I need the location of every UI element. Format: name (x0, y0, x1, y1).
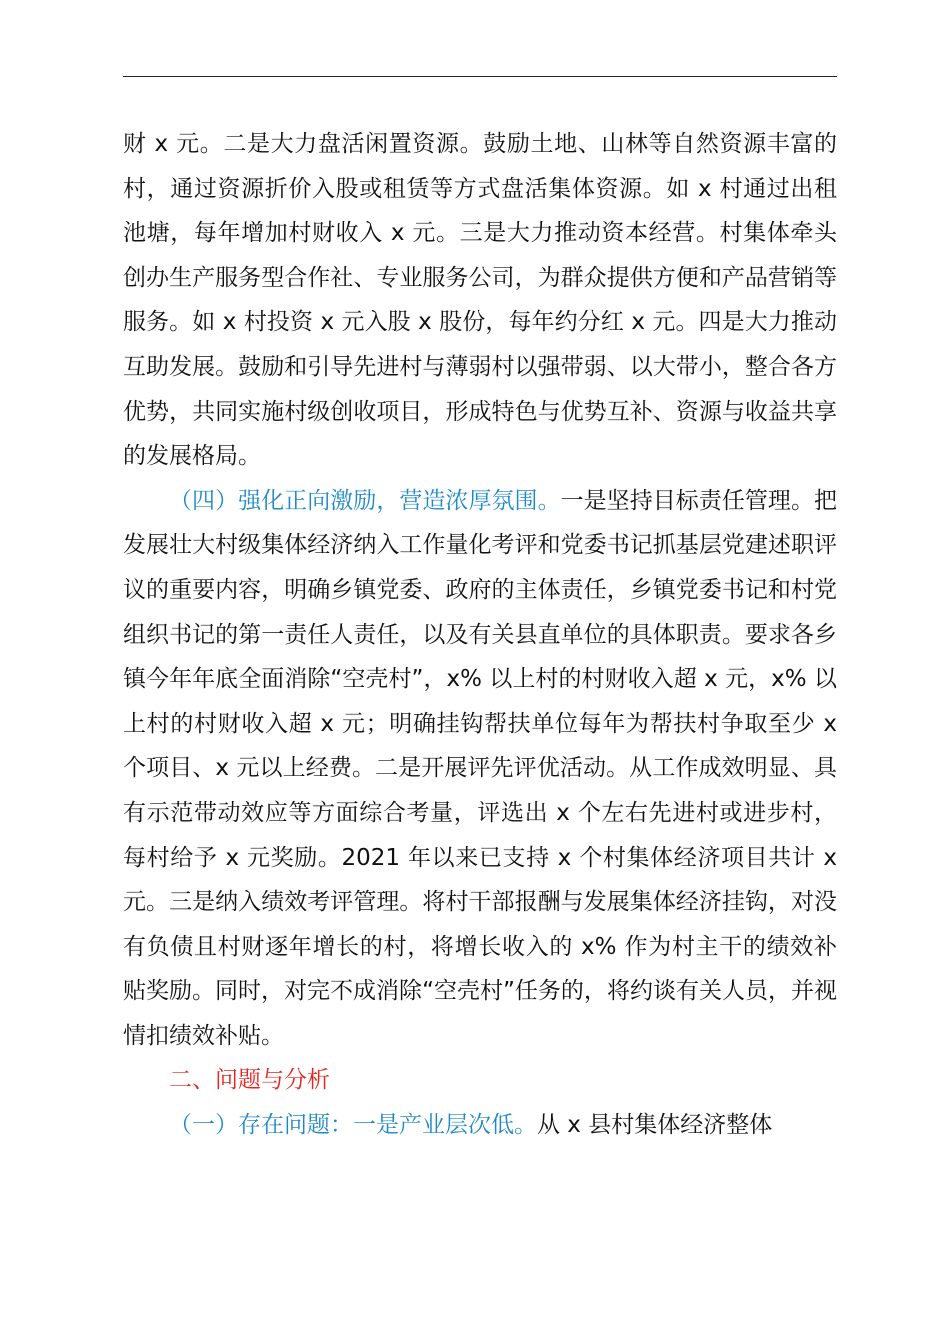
chapter-heading: 二、问题与分析 (169, 1067, 330, 1094)
paragraph-section-four (123, 479, 837, 1059)
section-heading: （四）强化正向激励，营造浓厚氛围。 (169, 487, 561, 514)
subsection-heading: （一）存在问题：一是产业层次低。 (169, 1112, 537, 1139)
paragraph-text: 财 x 元。二是大力盘活闲置资源。鼓励土地、山林等自然资源丰富的村，通过资源折价入股或租赁等方式盘活集体资源。如 x 村通过出租池塘，每年增加村财收入 x 元。三是大力推动资本经营。村集体牵头创办生产服务型合作社、专业服务公司，为群众提供方便和产品营销等服务。如 x 村投资 x 元入股 x 股份，每年约分红 x 元。四是大力推动互助发展。鼓励和引导先进村与薄弱村以强带弱、以大带小，整合各方优势，共同实施村级创收项目，形成特色与优势互补、资源与收益共享的发展格局。 (123, 131, 837, 470)
paragraph-text: 从 x 县村集体经济整体 (537, 1112, 773, 1139)
document-body (123, 122, 837, 1148)
header-rule (123, 76, 837, 77)
paragraph-continued (123, 122, 837, 479)
chapter-heading-problems (123, 1058, 837, 1103)
paragraph-text: 一是坚持目标责任管理。把发展壮大村级集体经济纳入工作量化考评和党委书记抓基层党建述职评议的重要内容，明确乡镇党委、政府的主体责任，乡镇党委书记和村党组织书记的第一责任人责任，以及有关县直单位的具体职责。要求各乡镇今年年底全面消除“空壳村”，x% 以上村的村财收入超 x 元，x% 以上村的村财收入超 x 元；明确挂钩帮扶单位每年为帮扶村争取至少 x 个项目、x 元以上经费。二是开展评先评优活动。从工作成效明显、具有示范带动效应等方面综合考量，评选出 x 个左右先进村或进步村，每村给予 x 元奖励。2021 年以来已支持 x 个村集体经济项目共计 x 元。三是纳入绩效考评管理。将村干部报酬与发展集体经济挂钩，对没有负债且村财逐年增长的村，将增长收入的 x% 作为村主干的绩效补贴奖励。同时，对完不成消除“空壳村”任务的，将约谈有关人员，并视情扣绩效补贴。 (123, 487, 838, 1049)
paragraph-subsection-one (123, 1103, 837, 1148)
